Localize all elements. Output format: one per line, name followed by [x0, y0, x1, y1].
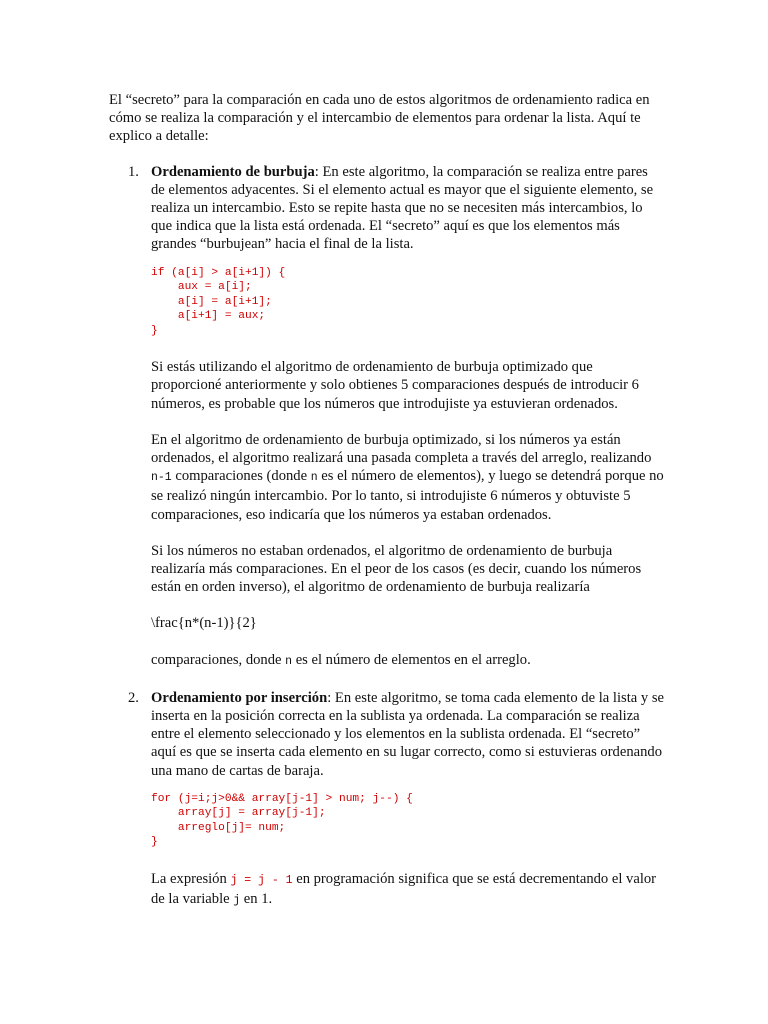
paragraph: comparaciones, donde n es el número de elementos en el arreglo. [151, 651, 531, 668]
list-number: 2. [128, 689, 139, 706]
list-item-bubble-sort [109, 163, 669, 671]
paragraph: En el algoritmo de ordenamiento de burbuja optimizado, si los números ya están ordenados, el algoritmo realizará una pasada completa a través del arreglo, realizando n-1 comparaciones (donde n es el número de elementos), y luego se detendrá porque no se realizó ningún intercambio. Por lo tanto, si introdujiste 6 números y obtuviste 5 comparaciones, eso indicaría que los números ya estaban ordenados. [151, 431, 664, 523]
item-description: Ordenamiento de burbuja: En este algoritmo, la comparación se realiza entre pares de elementos adyacentes. Si el elemento actual es mayor que el siguiente elemento, se realiza un intercambio. Esto se repite hasta que no se necesiten más intercambios, lo que indica que la lista está ordenada. El “secreto” aquí es que los elementos más grandes “burbujean” hacia el final de la lista. [151, 163, 654, 253]
list-number: 1. [128, 163, 139, 180]
code-block: if (a[i] > a[i+1]) { aux = a[i]; a[i] = a[i+1]; a[i+1] = aux; } [151, 266, 286, 337]
item-title: Ordenamiento de burbuja [151, 163, 315, 180]
document-page [109, 91, 669, 910]
inline-code: j [233, 893, 241, 907]
intro-paragraph: El “secreto” para la comparación en cada uno de estos algoritmos de ordenamiento radica en cómo se realiza la comparación y el intercambio de elementos para ordenar la lista. Aquí te explico a detalle: [109, 92, 650, 145]
paragraph: Si los números no estaban ordenados, el algoritmo de ordenamiento de burbuja realizaría más comparaciones. En el peor de los casos (es decir, cuando los números están en orden inverso), el algoritmo de ordenamiento de burbuja realizaría [151, 542, 642, 596]
paragraph: La expresión j = j - 1 en programación significa que se está decrementando el valor de la variable j en 1. [151, 870, 657, 907]
formula-text: \frac{n*(n-1)}{2} [151, 615, 257, 632]
inline-code: n [285, 654, 293, 668]
inline-code: n-1 [151, 471, 172, 485]
inline-code: j = j - 1 [230, 873, 293, 887]
paragraph: Si estás utilizando el algoritmo de ordenamiento de burbuja optimizado que proporcioné anteriormente y solo obtienes 5 comparaciones después de introducir 6 números, es probable que los números que introdujiste ya estuvieran ordenados. [151, 359, 639, 412]
inline-code: n [310, 471, 318, 485]
list-item-insertion-sort [109, 689, 669, 910]
item-description: Ordenamiento por inserción: En este algoritmo, se toma cada elemento de la lista y se inserta en la posición correcta en la sublista ya ordenada. La comparación se realiza entre el elemento seleccionado y los elementos en la sublista ordenada. El “secreto” aquí es que se inserta cada elemento en su lugar correcto, como si estuvieras ordenando una mano de cartas de baraja. [151, 689, 664, 779]
item-title: Ordenamiento por inserción [151, 689, 328, 706]
code-block: for (j=i;j>0&& array[j-1] > num; j--) { array[j] = array[j-1]; arreglo[j]= num; } [151, 792, 413, 849]
